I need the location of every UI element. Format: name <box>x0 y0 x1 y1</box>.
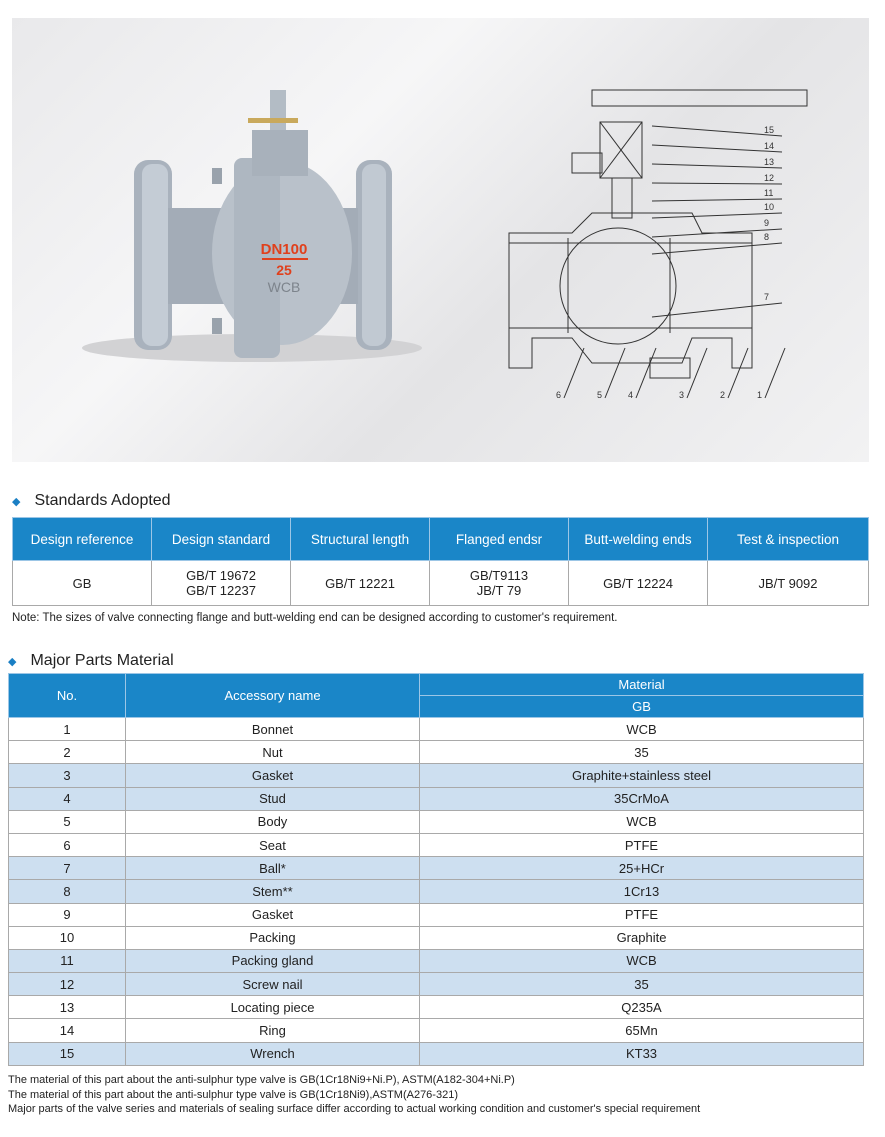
table-row <box>9 1042 864 1065</box>
table-row <box>9 741 864 764</box>
table-row <box>9 810 864 833</box>
header-no: No. <box>9 674 126 718</box>
cell-material: WCB <box>420 949 864 972</box>
cell-name: Seat <box>126 833 420 856</box>
callout-label: 7 <box>764 292 770 302</box>
value-cell: GB/T 12221 <box>291 561 430 606</box>
cell-name: Packing <box>126 926 420 949</box>
footnote: The material of this part about the anti-sulphur type valve is GB(1Cr18Ni9+Ni.P), ASTM(A182-304+Ni.P) <box>8 1074 515 1086</box>
cell-material: 35CrMoA <box>420 787 864 810</box>
header-cell: Butt-welding ends <box>569 518 708 561</box>
marking-pressure: 25 <box>276 262 292 278</box>
cell-material: 1Cr13 <box>420 880 864 903</box>
table-row <box>9 718 864 741</box>
cell-material: KT33 <box>420 1042 864 1065</box>
header-name: Accessory name <box>126 674 420 718</box>
header-material: Material <box>420 674 864 696</box>
table-row <box>9 787 864 810</box>
callout-leader <box>652 243 782 254</box>
header-cell: Structural length <box>291 518 430 561</box>
callout-label: 5 <box>597 390 603 400</box>
table-row <box>9 903 864 926</box>
callout-leader <box>652 199 782 201</box>
cell-no: 10 <box>9 926 126 949</box>
standards-title: Standards Adopted <box>34 492 171 509</box>
table-row <box>9 926 864 949</box>
diamond-bullet-icon: ◆ <box>12 495 21 508</box>
callout-leader <box>765 348 785 398</box>
callout-leader <box>652 126 782 136</box>
cell-name: Wrench <box>126 1042 420 1065</box>
cell-material: 65Mn <box>420 1019 864 1042</box>
footnote: The material of this part about the anti-sulphur type valve is GB(1Cr18Ni9),ASTM(A276-321) <box>8 1089 458 1101</box>
value-cell: GB <box>13 561 152 606</box>
cell-material: WCB <box>420 810 864 833</box>
header-standard: GB <box>420 696 864 718</box>
product-image-panel <box>12 18 869 462</box>
table-row <box>9 833 864 856</box>
cell-name: Stem** <box>126 880 420 903</box>
callout-label: 8 <box>764 232 770 242</box>
cell-no: 4 <box>9 787 126 810</box>
cell-material: PTFE <box>420 903 864 926</box>
value-cell: JB/T 9092 <box>708 561 869 606</box>
callout-label: 10 <box>764 202 775 212</box>
value-cell: GB/T 19672 GB/T 12237 <box>152 561 291 606</box>
valve-cross-section-diagram <box>12 18 869 462</box>
cell-no: 11 <box>9 949 126 972</box>
callout-leader <box>652 183 782 184</box>
cell-name: Ball* <box>126 857 420 880</box>
cell-name: Locating piece <box>126 996 420 1019</box>
cell-no: 5 <box>9 810 126 833</box>
table-row <box>9 764 864 787</box>
cell-material: Q235A <box>420 996 864 1019</box>
cell-no: 3 <box>9 764 126 787</box>
table-row <box>9 1019 864 1042</box>
callout-leader <box>636 348 656 398</box>
callout-label: 6 <box>556 390 562 400</box>
cell-material: Graphite <box>420 926 864 949</box>
callout-leader <box>605 348 625 398</box>
value-cell: GB/T 12224 <box>569 561 708 606</box>
callout-label: 4 <box>628 390 634 400</box>
cell-no: 12 <box>9 973 126 996</box>
cell-no: 15 <box>9 1042 126 1065</box>
header-cell: Design reference <box>13 518 152 561</box>
callout-label: 2 <box>720 390 726 400</box>
callout-label: 13 <box>764 157 775 167</box>
parts-table <box>8 673 864 1066</box>
header-cell: Test & inspection <box>708 518 869 561</box>
cell-name: Ring <box>126 1019 420 1042</box>
cell-no: 8 <box>9 880 126 903</box>
callout-label: 3 <box>679 390 685 400</box>
table-row <box>9 880 864 903</box>
callout-leader <box>652 164 782 168</box>
cell-no: 7 <box>9 857 126 880</box>
standards-heading <box>12 492 171 510</box>
parts-title: Major Parts Material <box>30 652 174 669</box>
cell-material: PTFE <box>420 833 864 856</box>
callout-leader <box>652 229 782 237</box>
cell-name: Nut <box>126 741 420 764</box>
marking-material: WCB <box>267 279 301 295</box>
callout-label: 11 <box>764 188 774 198</box>
cell-no: 13 <box>9 996 126 1019</box>
callout-label: 1 <box>757 390 763 400</box>
marking-size: DN100 <box>260 241 308 258</box>
cell-name: Bonnet <box>126 718 420 741</box>
parts-heading <box>8 652 174 670</box>
cell-material: 25+HCr <box>420 857 864 880</box>
footnote: Major parts of the valve series and materials of sealing surface differ according to actual working condition and customer's special requirement <box>8 1103 701 1115</box>
callout-leader <box>728 348 748 398</box>
callout-label: 12 <box>764 173 775 183</box>
table-row <box>9 857 864 880</box>
callout-leader <box>652 213 782 218</box>
callout-label: 14 <box>764 141 775 151</box>
standards-note: Note: The sizes of valve connecting flange and butt-welding end can be designed according to customer's requirement. <box>12 612 618 624</box>
cell-name: Packing gland <box>126 949 420 972</box>
standards-table <box>12 517 869 606</box>
cell-no: 2 <box>9 741 126 764</box>
callout-leader <box>564 348 584 398</box>
cell-material: 35 <box>420 973 864 996</box>
callout-label: 15 <box>764 125 775 135</box>
cell-no: 6 <box>9 833 126 856</box>
cell-material: 35 <box>420 741 864 764</box>
cell-name: Screw nail <box>126 973 420 996</box>
cell-no: 14 <box>9 1019 126 1042</box>
cell-material: WCB <box>420 718 864 741</box>
diamond-bullet-icon: ◆ <box>8 655 17 668</box>
cell-name: Gasket <box>126 903 420 926</box>
cell-name: Body <box>126 810 420 833</box>
callout-leader <box>652 303 782 317</box>
cell-no: 9 <box>9 903 126 926</box>
callout-leader <box>652 145 782 152</box>
cell-name: Gasket <box>126 764 420 787</box>
cell-no: 1 <box>9 718 126 741</box>
header-cell: Design standard <box>152 518 291 561</box>
table-row <box>9 973 864 996</box>
header-cell: Flanged endsr <box>430 518 569 561</box>
table-row <box>9 996 864 1019</box>
cell-material: Graphite+stainless steel <box>420 764 864 787</box>
table-row <box>9 949 864 972</box>
callout-label: 9 <box>764 218 770 228</box>
cell-name: Stud <box>126 787 420 810</box>
value-cell: GB/T9113 JB/T 79 <box>430 561 569 606</box>
